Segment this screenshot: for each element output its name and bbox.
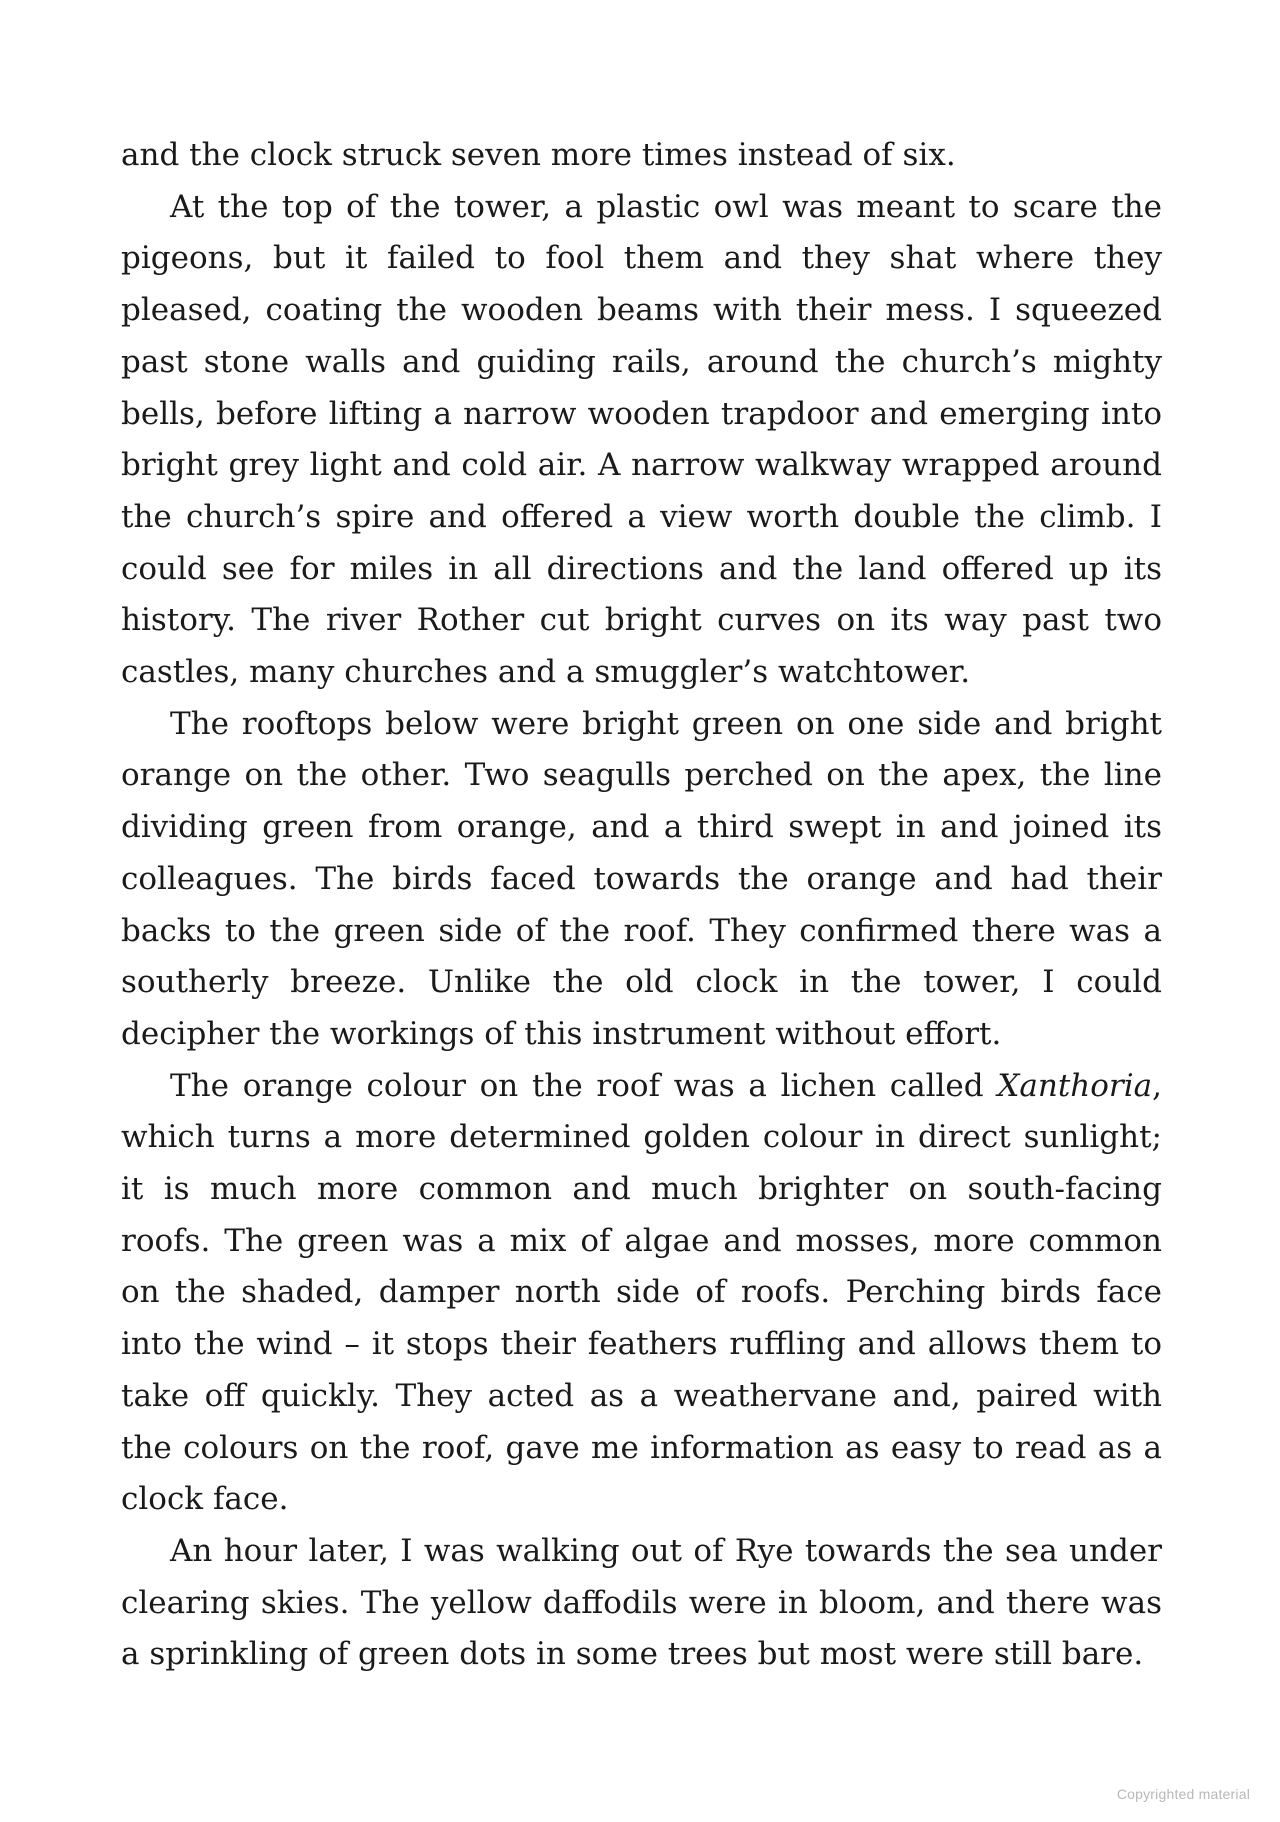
copyright-watermark: Copyrighted material [1116,1786,1250,1802]
paragraph-3: The rooftops below were bright green on one side and bright orange on the other. Two seagulls perched on the apex, the line dividing green from orange, and a third swept in and joined its colleagues. The birds faced towards the orange and had their backs to the green side of the roof. They confirmed there was a southerly breeze. Unlike the old clock in the tower, I could decipher the workings of this instrument without effort. [121,705,1162,1052]
paragraph-4 [121,1061,1162,1526]
paragraph-2: At the top of the tower, a plastic owl was meant to scare the pigeons, but it failed to fool them and they shat where they pleased, coating the wooden beams with their mess. I squeezed past stone walls and guiding rails, around the church’s mighty bells, before lifting a narrow wooden trapdoor and emerging into bright grey light and cold air. A narrow walkway wrapped around the church’s spire and offered a view worth double the climb. I could see for miles in all directions and the land offered up its history. The river Rother cut bright curves on its way past two castles, many churches and a smuggler’s watchtower. [121,188,1162,691]
paragraph-1: and the clock struck seven more times instead of six. [121,137,956,173]
paragraph-4-start: The orange colour on the roof was a lichen called [170,1067,998,1104]
body-text [121,130,1162,1681]
paragraph-5: An hour later, I was walking out of Rye towards the sea under clearing skies. The yellow daffodils were in bloom, and there was a sprinkling of green dots in some trees but most were still bare. [121,1532,1162,1673]
lichen-name-italic: Xanthoria [997,1067,1153,1104]
paragraph-4-rest: , which turns a more determined golden colour in direct sunlight; it is much more common and much brighter on south-facing roofs. The green was a mix of algae and mosses, more common on the shaded, damper north side of roofs. Perching birds face into the wind – it stops their feathers ruffling and allows them to take off quickly. They acted as a weathervane and, paired with the colours on the roof, gave me information as easy to read as a clock face. [121,1067,1162,1518]
